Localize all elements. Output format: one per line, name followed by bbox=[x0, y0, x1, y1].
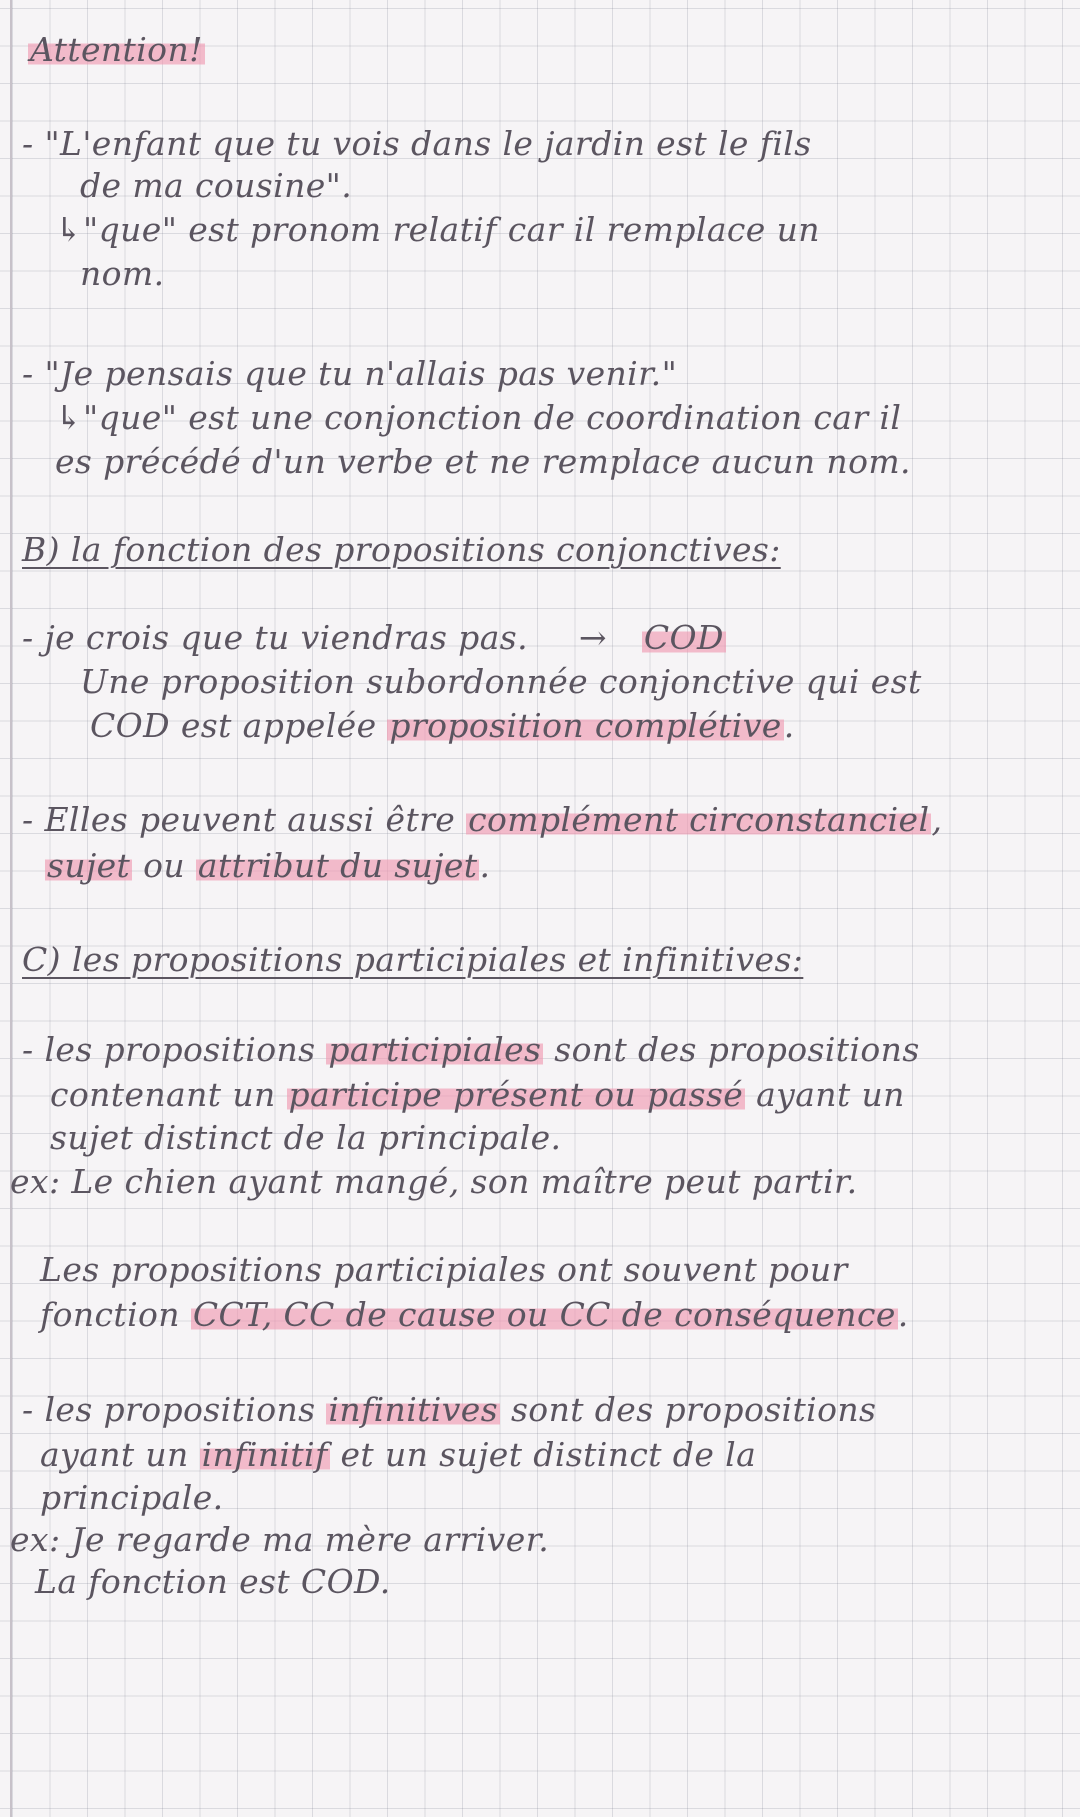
attention-heading bbox=[28, 30, 205, 70]
section-c-line-11: La fonction est COD. bbox=[35, 1562, 391, 1601]
section-c-line-8 bbox=[40, 1435, 756, 1475]
participe-highlight: participe présent ou passé bbox=[288, 1075, 744, 1114]
text-run: fonction bbox=[40, 1295, 191, 1334]
text-run: - les propositions bbox=[22, 1030, 327, 1069]
section-c-title: C) les propositions participiales et infinitives: bbox=[22, 940, 804, 979]
text-run: sont des propositions bbox=[543, 1030, 920, 1069]
ex2-line-3: es précédé d'un verbe et ne remplace aucun nom. bbox=[55, 442, 911, 481]
section-b-example: - je crois que tu viendras pas. bbox=[22, 618, 528, 657]
section-b-line-4 bbox=[22, 800, 942, 840]
complement-highlight: complément circonstanciel bbox=[468, 800, 930, 839]
ex1-line-2: de ma cousine". bbox=[80, 166, 353, 205]
section-c-line-2 bbox=[50, 1075, 905, 1115]
ex1-line-1: - "L'enfant que tu vois dans le jardin est le fils bbox=[22, 124, 812, 163]
ex2-line-2: ↳"que" est une conjonction de coordination car il bbox=[55, 398, 902, 437]
section-c-line-1 bbox=[22, 1030, 920, 1070]
section-b-line-1 bbox=[22, 618, 726, 658]
participiales-highlight: participiales bbox=[328, 1030, 542, 1069]
text-run: ayant un bbox=[40, 1435, 200, 1474]
text-run: - les propositions bbox=[22, 1390, 327, 1429]
section-c-example-2: ex: Je regarde ma mère arriver. bbox=[10, 1520, 550, 1559]
completive-highlight: proposition complétive bbox=[389, 706, 782, 745]
section-b-line-3 bbox=[90, 706, 795, 746]
text-run: ayant un bbox=[745, 1075, 905, 1114]
section-c-line-7 bbox=[22, 1390, 876, 1430]
attention-label: Attention! bbox=[30, 30, 203, 69]
cod-label: COD bbox=[643, 618, 724, 657]
text-run: - Elles peuvent aussi être bbox=[22, 800, 467, 839]
ex1-line-3: ↳"que" est pronom relatif car il remplace un bbox=[55, 210, 820, 249]
arrow-icon: → bbox=[578, 618, 607, 657]
section-b-line-2: Une proposition subordonnée conjonctive qui est bbox=[80, 662, 922, 701]
section-c-line-6 bbox=[40, 1295, 909, 1335]
text-run: contenant un bbox=[50, 1075, 287, 1114]
sujet-highlight: sujet bbox=[47, 846, 131, 885]
text-run: . bbox=[479, 846, 491, 885]
section-c-example-1: ex: Le chien ayant mangé, son maître peut partir. bbox=[10, 1162, 858, 1201]
text-run: sont des propositions bbox=[500, 1390, 877, 1429]
text-run: et un sujet distinct de la bbox=[329, 1435, 757, 1474]
ex1-line-4: nom. bbox=[80, 254, 165, 293]
infinitif-highlight: infinitif bbox=[201, 1435, 328, 1474]
section-c-line-5: Les propositions participiales ont souvent pour bbox=[40, 1250, 848, 1289]
text-run: . bbox=[897, 1295, 909, 1334]
section-c-line-9: principale. bbox=[40, 1478, 224, 1517]
text-run: . bbox=[783, 706, 795, 745]
section-c-line-3: sujet distinct de la principale. bbox=[50, 1118, 562, 1157]
cct-highlight: CCT, CC de cause ou CC de conséquence bbox=[192, 1295, 896, 1334]
section-b-title: B) la fonction des propositions conjonctives: bbox=[22, 530, 781, 569]
infinitives-highlight: infinitives bbox=[328, 1390, 499, 1429]
ex2-line-1: - "Je pensais que tu n'allais pas venir." bbox=[22, 354, 678, 393]
text-run: , bbox=[931, 800, 943, 839]
attribut-highlight: attribut du sujet bbox=[197, 846, 478, 885]
text-run: COD est appelée bbox=[90, 706, 388, 745]
text-run: ou bbox=[132, 846, 196, 885]
section-b-line-5 bbox=[45, 846, 490, 886]
